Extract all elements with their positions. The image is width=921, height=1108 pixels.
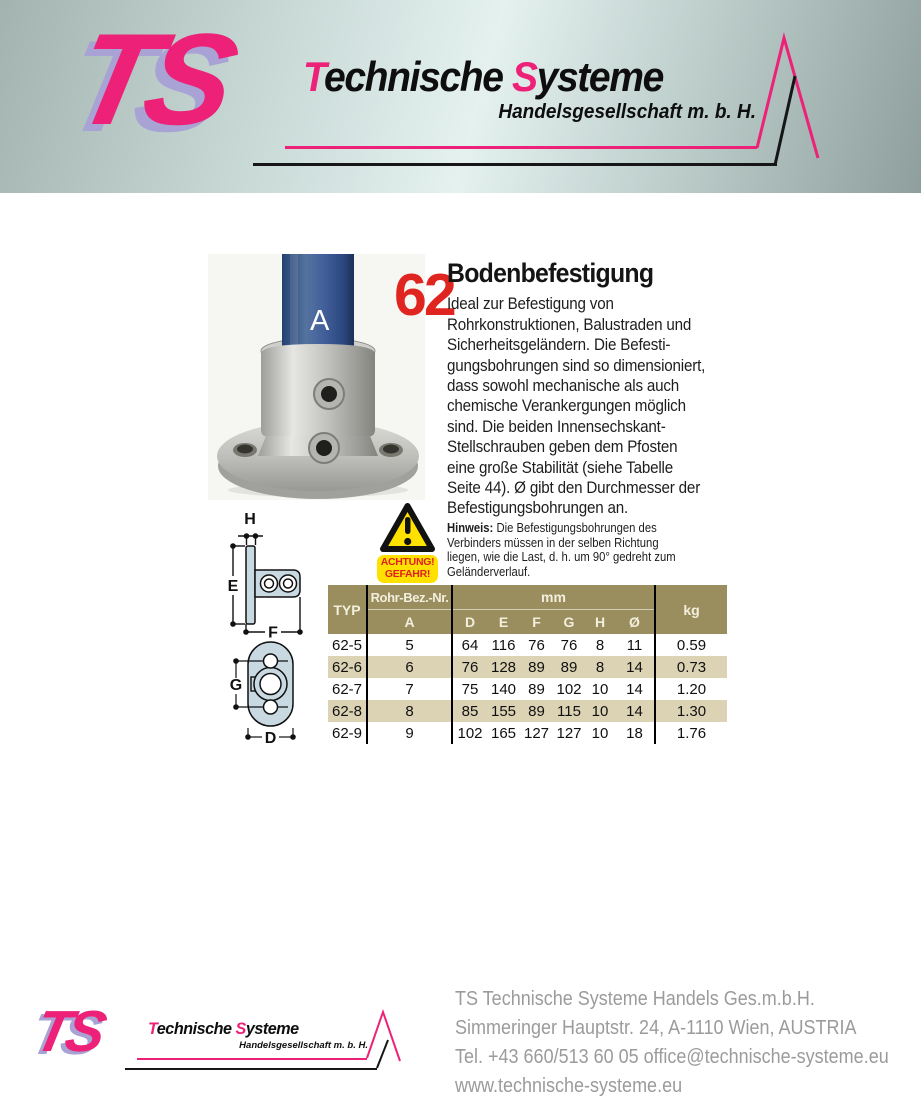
footer-mountain-logo-icon — [358, 1005, 408, 1071]
table-row: 62-9 9 102 165 127 127 10 18 1.76 — [328, 722, 727, 744]
brand-initial-t: T — [303, 53, 325, 100]
footer-ts-logo: TS — [29, 999, 108, 1064]
description-line: Befestigungsbohrungen an. — [447, 499, 629, 518]
description-line: dass sowohl mechanische als auch — [447, 377, 680, 396]
footer-brand-subtitle: Handelsgesellschaft m. b. H. — [239, 1040, 368, 1051]
col-header-a: A — [367, 610, 452, 635]
brand-initial-s: S — [511, 53, 537, 100]
brand-title: Technische Systeme — [303, 53, 663, 100]
footer-contact — [455, 985, 889, 1101]
footer-phone-email: Tel. +43 660/513 60 05 office@technische-systeme.eu — [455, 1046, 889, 1068]
hinweis-line: liegen, wie die Last, d. h. um 90° gedreht zum — [447, 549, 676, 565]
footer-address: Simmeringer Hauptstr. 24, A-1110 Wien, AUSTRIA — [455, 1017, 857, 1039]
header-rule-black — [253, 163, 777, 166]
mountain-logo-icon — [742, 28, 827, 170]
header-band — [0, 0, 921, 193]
description-line: chemische Verankergungen möglich — [447, 397, 686, 416]
side-view-drawing — [219, 506, 309, 638]
description-line: Ideal zur Befestigung von — [447, 295, 614, 314]
table-row: 62-6 6 76 128 89 89 8 14 0.73 — [328, 656, 727, 678]
col-header-typ: TYP — [328, 585, 367, 634]
description-line: Sicherheitsgeländern. Die Befesti- — [447, 336, 671, 355]
footer-rule-pink — [137, 1058, 367, 1060]
dim-label-h: H — [244, 511, 256, 528]
product-text-column — [447, 257, 723, 519]
product-number: 62 — [394, 262, 454, 328]
footer-website: www.technische-systeme.eu — [455, 1075, 683, 1097]
table-row: 62-8 8 85 155 89 115 10 14 1.30 — [328, 700, 727, 722]
top-view-drawing — [224, 636, 324, 751]
col-header-rohr: Rohr-Bez.-Nr. — [367, 585, 452, 610]
dim-label-g: G — [229, 677, 243, 694]
product-title: Bodenbefestigung — [447, 258, 654, 288]
dim-label-e: E — [227, 578, 239, 595]
footer-brand-title: Technische Systeme — [148, 1019, 299, 1038]
hinweis-note — [447, 521, 711, 579]
col-header-e: E — [487, 610, 520, 635]
product-photo — [208, 254, 425, 500]
footer-rule-black — [125, 1068, 377, 1070]
dim-label-d: D — [264, 730, 277, 747]
hinweis-label: Hinweis: — [447, 520, 494, 535]
dimension-label-a: A — [310, 305, 330, 337]
warning-line-1: ACHTUNG! — [380, 556, 435, 568]
dim-label-f: F — [268, 624, 278, 638]
hinweis-line: Verbinders müssen in der selben Richtung — [447, 534, 659, 550]
description-line: gungsbohrungen sind so dimensioniert, — [447, 356, 706, 375]
description-line: Rohrkonstruktionen, Balustraden und — [447, 315, 692, 334]
hinweis-line: Geländerverlauf. — [447, 563, 531, 579]
spec-table — [328, 585, 727, 744]
header-rule-pink — [285, 146, 757, 149]
warning-badge — [377, 555, 438, 583]
table-row: 62-7 7 75 140 89 102 10 14 1.20 — [328, 678, 727, 700]
table-row: 62-5 5 64 116 76 76 8 11 0.59 — [328, 634, 727, 656]
col-header-kg: kg — [655, 585, 727, 634]
product-description — [447, 294, 723, 518]
brand-subtitle: Handelsgesellschaft m. b. H. — [498, 101, 756, 123]
description-line: Seite 44). Ø gibt den Durchmesser der — [447, 479, 701, 498]
ts-logo: TS — [62, 6, 240, 152]
col-header-g: G — [553, 610, 585, 635]
col-header-d: D — [452, 610, 487, 635]
warning-line-2: GEFAHR! — [384, 567, 431, 580]
col-header-mm: mm — [452, 585, 655, 610]
col-header-dia: Ø — [615, 610, 655, 635]
hinweis-line: Hinweis: Die Befestigungsbohrungen des — [447, 520, 657, 535]
description-line: eine große Stabilität (siehe Tabelle — [447, 458, 674, 477]
description-line: sind. Die beiden Innensechskant- — [447, 417, 666, 436]
col-header-f: F — [520, 610, 553, 635]
warning-triangle-icon — [379, 502, 436, 554]
col-header-h: H — [585, 610, 615, 635]
footer-company: TS Technische Systeme Handels Ges.m.b.H. — [455, 988, 815, 1010]
description-line: Stellschrauben geben dem Pfosten — [447, 438, 678, 457]
